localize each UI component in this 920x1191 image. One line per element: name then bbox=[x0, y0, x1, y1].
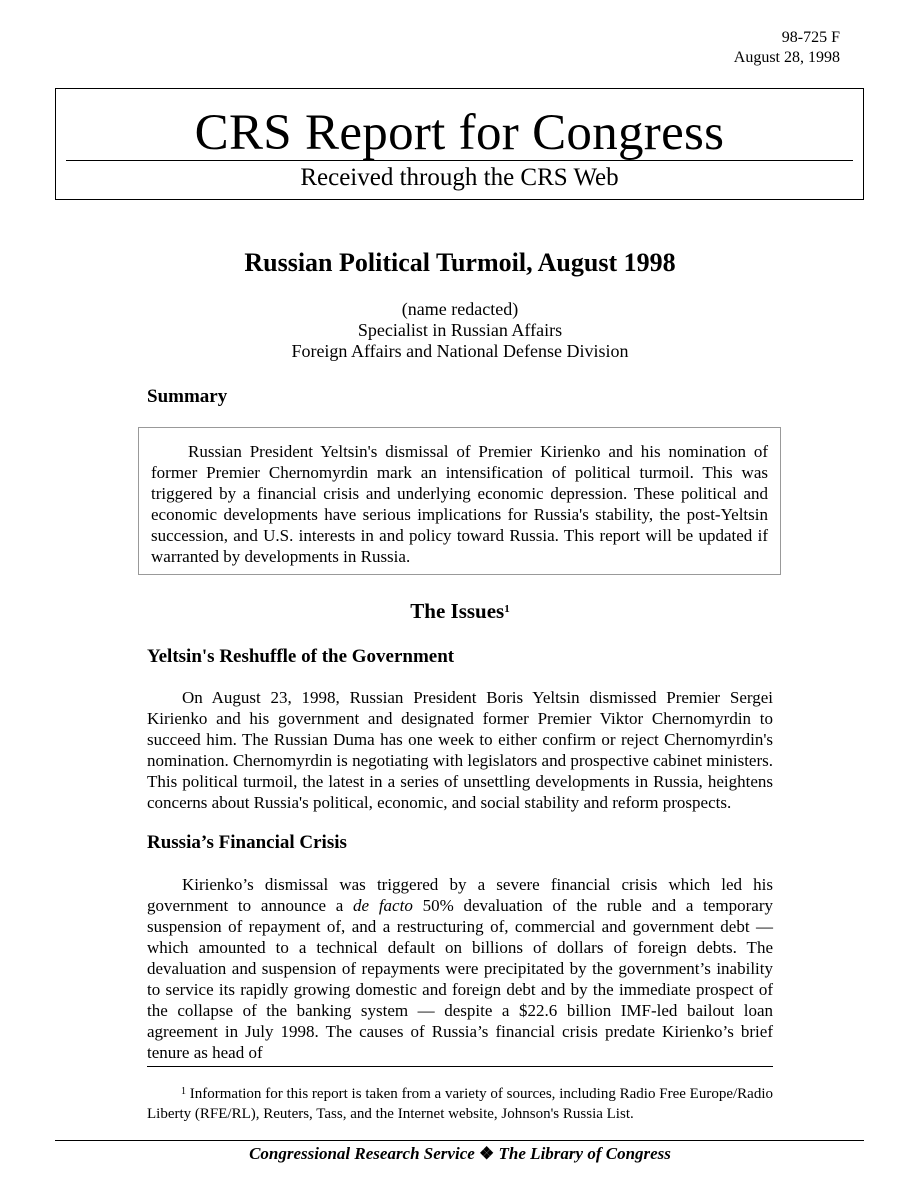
footnote-divider bbox=[147, 1066, 773, 1067]
banner-subtitle: Received through the CRS Web bbox=[300, 164, 619, 191]
issues-heading-text: The Issues bbox=[410, 599, 505, 623]
footer-crs: Congressional Research Service bbox=[249, 1144, 475, 1163]
author-position: Specialist in Russian Affairs bbox=[357, 320, 563, 340]
page-footer bbox=[0, 1143, 920, 1165]
report-number: 98-725 F bbox=[781, 29, 840, 46]
footnote-mark: 1 bbox=[181, 1086, 186, 1097]
diamond-separator-icon: ❖ bbox=[479, 1144, 495, 1163]
financial-crisis-text-part1: Kirienko’s dismissal was triggered by a severe financial crisis which led his government to announce a bbox=[147, 875, 773, 915]
report-banner bbox=[55, 88, 864, 200]
section-text-financial-crisis bbox=[147, 874, 773, 1063]
author-name: (name redacted) bbox=[401, 299, 519, 319]
footnote bbox=[147, 1084, 773, 1124]
summary-box bbox=[138, 427, 781, 575]
section-text-reshuffle: On August 23, 1998, Russian President Boris Yeltsin dismissed Premier Sergei Kirienko and his government and designated former Premier Viktor Chernomyrdin to succeed him. The Russian Duma has one week to either confirm or reject Chernomyrdin's nomination. Chernomyrdin is negotiating with legislators and prospective cabinet ministers. This political turmoil, the latest in a series of unsettling developments in Russia, heightens concerns about Russia's political, economic, and social stability and reform prospects. bbox=[147, 688, 773, 812]
footnote-text: Information for this report is taken from a variety of sources, including Radio Free Europe/Radio Liberty (RFE/RL), Reuters, Tass, and the Internet website, Johnson's Russia List. bbox=[147, 1086, 773, 1122]
summary-heading: Summary bbox=[147, 386, 228, 407]
author-division: Foreign Affairs and National Defense Division bbox=[291, 341, 629, 361]
footnote-reference: 1 bbox=[504, 603, 510, 615]
financial-crisis-italic-term: de facto bbox=[353, 896, 413, 915]
footer-divider bbox=[55, 1140, 864, 1141]
financial-crisis-text-part2: 50% devaluation of the ruble and a temporary suspension of repayment of, and a restructuring of, commercial and government debt — which amounted to a technical default on billions of dollars of foreign debts. The devaluation and suspension of repayments were precipitated by the government’s inability to service its rapidly growing domestic and foreign debt and by the immediate prospect of the collapse of the banking system — despite a $22.6 billion IMF-led bailout loan agreement in July 1998. The causes of Russia’s financial crisis predate Kirienko’s brief tenure as head of bbox=[147, 896, 773, 1062]
author-block bbox=[0, 299, 920, 362]
issues-heading bbox=[0, 598, 920, 624]
report-date: August 28, 1998 bbox=[733, 49, 840, 66]
banner-divider bbox=[66, 160, 853, 161]
summary-text: Russian President Yeltsin's dismissal of Premier Kirienko and his nomination of former Premier Chernomyrdin mark an intensification of political turmoil. This was triggered by a financial crisis and underlying economic depression. These political and economic developments have serious implications for Russia's stability, the post-Yeltsin succession, and U.S. interests in and policy toward Russia. This report will be updated if warranted by developments in Russia. bbox=[151, 442, 768, 566]
document-title: Russian Political Turmoil, August 1998 bbox=[244, 248, 676, 277]
banner-title: CRS Report for Congress bbox=[194, 105, 725, 161]
footer-library: The Library of Congress bbox=[498, 1144, 671, 1163]
section-heading-reshuffle: Yeltsin's Reshuffle of the Government bbox=[147, 646, 455, 667]
section-heading-financial-crisis: Russia’s Financial Crisis bbox=[147, 832, 347, 853]
report-id-block bbox=[734, 28, 840, 68]
